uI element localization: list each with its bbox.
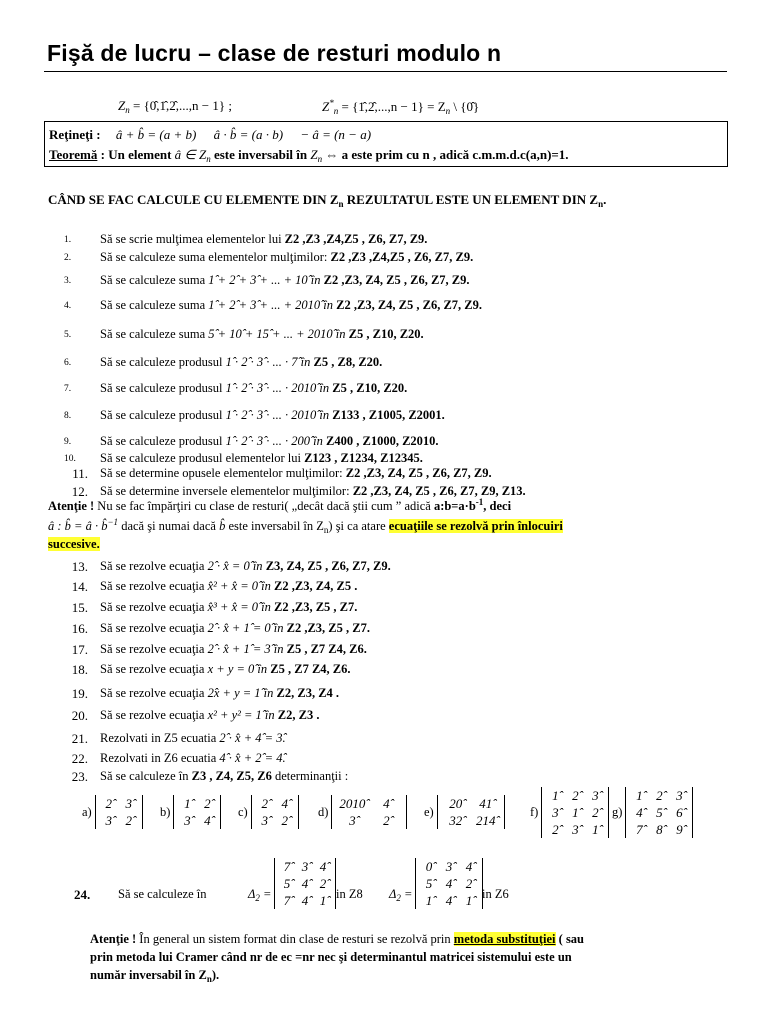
attention-1-line2: â : b̂ = â · b̂$^{-1}$ dacă şi numai dacă b̂ este inversabil în $Z_n$) şi ca atare ecuaţiile se rezolvă prin înlocuiri [48, 517, 563, 535]
equation-text [100, 662, 351, 677]
determinant-cell: 3̂ [184, 813, 191, 828]
determinant-label: b) [160, 804, 171, 819]
exercise-rings: Z2 ,Z3, Z4, Z5 , Z6, Z7, Z9. [336, 298, 483, 312]
determinant-cell: 1̂ [319, 893, 327, 908]
exercise-text [100, 466, 492, 481]
determinant-row [545, 787, 605, 804]
determinant-cell: 3̂ [125, 796, 132, 811]
exercise-text [100, 381, 407, 396]
equation-math: x + y = 0̂ în [207, 662, 271, 676]
determinant-row [278, 875, 332, 892]
determinant-cell: 2̂ [261, 796, 268, 811]
determinant-cell: 5̂ [656, 805, 663, 820]
determinant-cell: 9̂ [676, 822, 683, 837]
exercise-number: 2. [64, 253, 72, 263]
determinant-matrix [415, 858, 483, 909]
ex23-number: 23. [71, 769, 88, 784]
exercise-number: 4. [64, 301, 72, 311]
determinant [160, 795, 221, 829]
determinant-cell: 3̂ [105, 813, 112, 828]
equation-text [100, 686, 339, 701]
determinant-cell: 4̂ [465, 859, 473, 874]
exercise-prompt: Să se calculeze suma elementelor mulţimilor: [100, 250, 331, 264]
exercise-prompt: Să se calculeze produsul [100, 408, 226, 422]
determinant-row [177, 812, 217, 829]
exercise-text [100, 250, 473, 265]
exercise-text [100, 355, 382, 370]
determinant-cell: 2010̂ [339, 796, 366, 811]
determinant-row [629, 787, 689, 804]
determinant-cell: 5̂ [425, 876, 433, 891]
equation-rings: Z2, Z3 . [277, 708, 320, 722]
exercise-rings: Z123 , Z1234, Z12345. [304, 451, 423, 465]
equation-number: 14. [71, 579, 88, 594]
determinant-cell: 1̂ [465, 893, 473, 908]
determinant-row [335, 812, 403, 829]
equation-number: 16. [71, 621, 88, 636]
equation-rings: Z5 , Z7 Z4, Z6. [286, 642, 367, 656]
exercise-math: 1̂ · 2̂ · 3̂ · ... · 200̂ în [225, 434, 327, 448]
determinant-matrix [251, 795, 299, 829]
determinant [612, 787, 693, 838]
exercise-rings: Z2 ,Z3, Z4, Z5 , Z6, Z7, Z9. [345, 466, 492, 480]
determinant-row [99, 812, 139, 829]
determinant-row [278, 892, 332, 909]
equation-prompt: Să se rezolve ecuaţia [100, 579, 208, 593]
exercise-prompt: Să se calculeze suma [100, 298, 209, 312]
exercise-prompt: Să se determine opusele elementelor mulţimilor: [100, 466, 346, 480]
delta1-matrix [274, 858, 336, 909]
determinant-cell: 3̂ [592, 788, 599, 803]
determinant-cell: 4̂ [319, 859, 327, 874]
exercise-text [100, 232, 427, 247]
determinant-label: a) [82, 804, 92, 819]
equation-number: 15. [71, 600, 88, 615]
determinant-cell: 2̂ [383, 813, 390, 828]
determinant-matrix [625, 787, 693, 838]
determinant-cell: 1̂ [636, 788, 643, 803]
equation-rings: Z2 ,Z3, Z4, Z5 . [274, 579, 358, 593]
section-heading: CÂND SE FAC CALCULE CU ELEMENTE DIN $Z_n$ REZULTATUL ESTE UN ELEMENT DIN $Z_n$. [48, 192, 607, 209]
exercise-number: 1. [64, 235, 72, 245]
exercise-prompt: Să se calculeze suma [100, 327, 209, 341]
ex22-text: Rezolvati in Z6 ecuatia 4̂ · x̂ + 2̂ = 4̂. [100, 751, 286, 765]
determinant-cell: 2̂ [592, 805, 599, 820]
exercise-rings: Z5 , Z10, Z20. [348, 327, 424, 341]
equation-text [100, 559, 391, 574]
exercise-rings: Z5 , Z10, Z20. [332, 381, 408, 395]
determinant-cell: 2̂ [125, 813, 132, 828]
exercise-prompt: Să se scrie mulţimea elementelor lui [100, 232, 285, 246]
determinant-cell: 3̂ [301, 859, 309, 874]
determinant-row [545, 821, 605, 838]
determinant-row [255, 795, 295, 812]
exercise-number: 6. [64, 358, 72, 368]
determinant-row [419, 875, 479, 892]
determinant-label: g) [612, 805, 623, 819]
determinant-cell: 4̂ [301, 876, 309, 891]
equation-rings: Z5 , Z7 Z4, Z6. [270, 662, 351, 676]
delta1-ring: in Z8 [336, 887, 363, 901]
page-title: Fişă de lucru – clase de resturi modulo n [47, 40, 502, 66]
equation-math: 2̂x + y = 1̂ în [207, 686, 277, 700]
determinant-row [255, 812, 295, 829]
ex24-number: 24. [74, 887, 91, 902]
determinant-row [99, 795, 139, 812]
exercise-text [100, 298, 482, 313]
determinant-cell: 4̂ [636, 805, 643, 820]
equation-rings: Z2 ,Z3, Z5 , Z7. [286, 621, 370, 635]
exercise-math: 5̂ + 10̂ + 15̂ + ... + 2010̂ în [208, 327, 349, 341]
equation-prompt: Să se rezolve ecuaţia [100, 621, 208, 635]
exercise-math: 1̂ · 2̂ · 3̂ · ... · 2010̂ în [225, 408, 333, 422]
determinant-cell: 1̂ [552, 788, 559, 803]
exercise-rings: Z2 ,Z3 ,Z4,Z5 , Z6, Z7, Z9. [284, 232, 428, 246]
exercise-text [100, 451, 423, 466]
exercise-prompt: Să se calculeze suma [100, 273, 209, 287]
determinant-matrix [274, 858, 336, 909]
equation-text [100, 708, 319, 723]
determinant-cell: 4̂ [204, 813, 211, 828]
attention-1-line3: succesive. [48, 537, 100, 551]
title-rule [44, 71, 727, 72]
exercise-number: 12. [71, 484, 88, 499]
determinant-cell: 3̂ [261, 813, 268, 828]
determinant-cell: 2̂ [319, 876, 327, 891]
exercise-text [100, 408, 445, 423]
equation-math: 2̂ · x̂ + 1̂ = 3̂ în [207, 642, 287, 656]
determinant [530, 787, 609, 838]
determinant-cell: 5̂ [283, 876, 291, 891]
determinant-cell: 0̂ [425, 859, 433, 874]
equation-prompt: Să se rezolve ecuaţia [100, 662, 208, 676]
exercise-rings: Z133 , Z1005, Z2001. [332, 408, 445, 422]
determinant-label: f) [530, 805, 539, 819]
exercise-rings: Z2 ,Z3, Z4, Z5 , Z6, Z7, Z9. [323, 273, 470, 287]
exercise-rings: Z5 , Z8, Z20. [313, 355, 383, 369]
equation-math: x² + y² = 1̂ în [207, 708, 278, 722]
exercise-math: 1̂ + 2̂ + 3̂ + ... + 10̂ în [208, 273, 324, 287]
zn-star-definition: $Z^*_n$ = {1̂,2̂,...,n − $1\} = Z_n$ \ {0̂} [322, 98, 480, 116]
determinant-cell: 4̂ [383, 796, 390, 811]
exercise-number: 10. [64, 454, 76, 464]
determinant-cell: 20̂ [449, 796, 463, 811]
exercise-number: 9. [64, 437, 72, 447]
determinant-row [629, 804, 689, 821]
determinant-matrix [173, 795, 221, 829]
determinant [318, 795, 407, 829]
determinant-cell: 1̂ [592, 822, 599, 837]
equation-text [100, 621, 370, 636]
determinant-cell: 2̂ [105, 796, 112, 811]
determinant-cell: 2̂ [281, 813, 288, 828]
ex22-number: 22. [71, 751, 88, 766]
determinant-cell: 32̂ [449, 813, 463, 828]
exercise-number: 5. [64, 330, 72, 340]
ex21-number: 21. [71, 731, 88, 746]
zn-definition: $Z_n$ = {0̂,1̂,2̂,...,n − 1} ; [118, 98, 232, 115]
determinant-row [335, 795, 403, 812]
attention-2-line1: Atenţie ! În general un sistem format din clase de resturi se rezolvă prin metoda substituţiei ( sau [90, 932, 585, 946]
determinant-cell: 2̂ [572, 788, 579, 803]
determinant-row [177, 795, 217, 812]
delta1-label: $\Delta_2$ = [248, 887, 272, 903]
exercise-number: 11. [72, 466, 88, 481]
equation-prompt: Să se rezolve ecuaţia [100, 600, 208, 614]
determinant-label: d) [318, 804, 329, 819]
determinant-cell: 7̂ [636, 822, 643, 837]
determinant-cell: 2̂ [552, 822, 559, 837]
equation-math: x̂³ + x̂ = 0̂ în [207, 600, 275, 614]
exercise-number: 8. [64, 411, 72, 421]
exercise-prompt: Să se calculeze produsul [100, 381, 226, 395]
exercise-rings: Z400 , Z1000, Z2010. [326, 434, 439, 448]
determinant-cell: 8̂ [656, 822, 663, 837]
determinant-cell: 4̂ [281, 796, 288, 811]
equation-number: 20. [71, 708, 88, 723]
determinant-matrix [437, 795, 505, 829]
equation-math: 2̂ · x̂ = 0̂ în [207, 559, 266, 573]
remember-line: Reţineţi : â + b̂ = (a + b) â · b̂ = (a · b) − â = (n − a) [49, 127, 372, 142]
equation-math: 2̂ · x̂ + 1̂ = 0̂ în [207, 621, 287, 635]
determinant-matrix [331, 795, 407, 829]
exercise-rings: Z2 ,Z3, Z4, Z5 , Z6, Z7, Z9, Z13. [352, 484, 526, 498]
determinant-cell: 1̂ [184, 796, 191, 811]
determinant-cell: 4̂ [301, 893, 309, 908]
determinant-cell: 3̂ [349, 813, 356, 828]
determinant-row [419, 892, 479, 909]
determinant-label: c) [238, 804, 248, 819]
equation-number: 19. [71, 686, 88, 701]
determinant-matrix [95, 795, 143, 829]
equation-number: 18. [71, 662, 88, 677]
ex24-text: Să se calculeze în [118, 887, 207, 901]
determinant-cell: 3̂ [676, 788, 683, 803]
exercise-math: 1̂ · 2̂ · 3̂ · ... · 2010̂ în [225, 381, 333, 395]
attention-2-line2: prin metoda lui Cramer când nr de ec =nr nec şi determinantul matricei sistemului este un [90, 950, 572, 964]
exercise-prompt: Să se calculeze produsul [100, 434, 226, 448]
determinant-label: e) [424, 804, 434, 819]
equation-rings: Z2, Z3, Z4 . [276, 686, 340, 700]
exercise-text [100, 327, 424, 342]
determinant-row [441, 812, 501, 829]
determinant-row [441, 795, 501, 812]
exercise-text [100, 434, 439, 449]
determinant-matrix [541, 787, 609, 838]
determinant-cell: 6̂ [676, 805, 683, 820]
determinant-row [419, 858, 479, 875]
equation-rings: Z2 ,Z3, Z5 , Z7. [274, 600, 358, 614]
equation-prompt: Să se rezolve ecuaţia [100, 642, 208, 656]
determinant-cell: 3̂ [445, 859, 453, 874]
equation-math: x̂² + x̂ = 0̂ în [207, 579, 275, 593]
exercise-rings: Z2 ,Z3 ,Z4,Z5 , Z6, Z7, Z9. [330, 250, 474, 264]
determinant [424, 795, 505, 829]
delta2-ring: in Z6 [482, 887, 509, 901]
determinant-cell: 4̂ [445, 893, 453, 908]
delta2-label: $\Delta_2$ = [389, 887, 413, 903]
determinant [238, 795, 299, 829]
theorem-line: Teoremă : Un element â ∈ $Z_n$ este inversabil în $Z_n$ ⇔ a este prim cu n , adică c.m.m.d.c(a,n)=1. [49, 147, 569, 164]
equation-prompt: Să se rezolve ecuaţia [100, 686, 208, 700]
determinant-row [629, 821, 689, 838]
equation-text [100, 600, 357, 615]
determinant-cell: 2̂ [465, 876, 473, 891]
exercise-math: 1̂ + 2̂ + 3̂ + ... + 2010̂ în [208, 298, 337, 312]
exercise-prompt: Să se calculeze produsul [100, 355, 226, 369]
determinant-cell: 2̂ [204, 796, 211, 811]
attention-2-line3: număr inversabil în $Z_n$). [90, 968, 220, 984]
equation-prompt: Să se rezolve ecuaţia [100, 559, 208, 573]
determinant-row [545, 804, 605, 821]
determinant-cell: 41̂ [479, 796, 493, 811]
determinant-cell: 2̂ [656, 788, 663, 803]
equation-text [100, 579, 357, 594]
equation-number: 17. [71, 642, 88, 657]
determinant-row [278, 858, 332, 875]
exercise-prompt: Să se determine inversele elementelor mulţimilor: [100, 484, 353, 498]
attention-1-line1: Atenţie ! Nu se fac împărţiri cu clase de resturi( „decât dacă ştii cum ” adică $a:b=a\cdot b^{-1}$, deci [48, 497, 512, 513]
equation-prompt: Să se rezolve ecuaţia [100, 708, 208, 722]
ex23-text: Să se calculeze în Z3 , Z4, Z5, Z6 determinanţii : [100, 769, 349, 783]
exercise-math: 1̂ · 2̂ · 3̂ · ... · 7̂ în [225, 355, 314, 369]
determinant-cell: 1̂ [425, 893, 433, 908]
exercise-text [100, 273, 470, 288]
equation-number: 13. [71, 559, 88, 574]
equation-text [100, 642, 367, 657]
equation-rings: Z3, Z4, Z5 , Z6, Z7, Z9. [265, 559, 391, 573]
exercise-number: 3. [64, 276, 72, 286]
determinant-cell: 7̂ [283, 859, 291, 874]
determinant-cell: 4̂ [445, 876, 453, 891]
determinant [82, 795, 143, 829]
determinant-cell: 3̂ [572, 822, 579, 837]
exercise-prompt: Să se calculeze produsul elementelor lui [100, 451, 305, 465]
determinant-cell: 1̂ [572, 805, 579, 820]
exercise-number: 7. [64, 384, 72, 394]
determinant-cell: 3̂ [552, 805, 559, 820]
delta2-matrix [415, 858, 483, 909]
determinant-cell: 7̂ [283, 893, 291, 908]
ex21-text: Rezolvati in Z5 ecuatia 2̂ · x̂ + 4̂ = 3̂. [100, 731, 286, 745]
determinant-cell: 214̂ [475, 813, 496, 828]
